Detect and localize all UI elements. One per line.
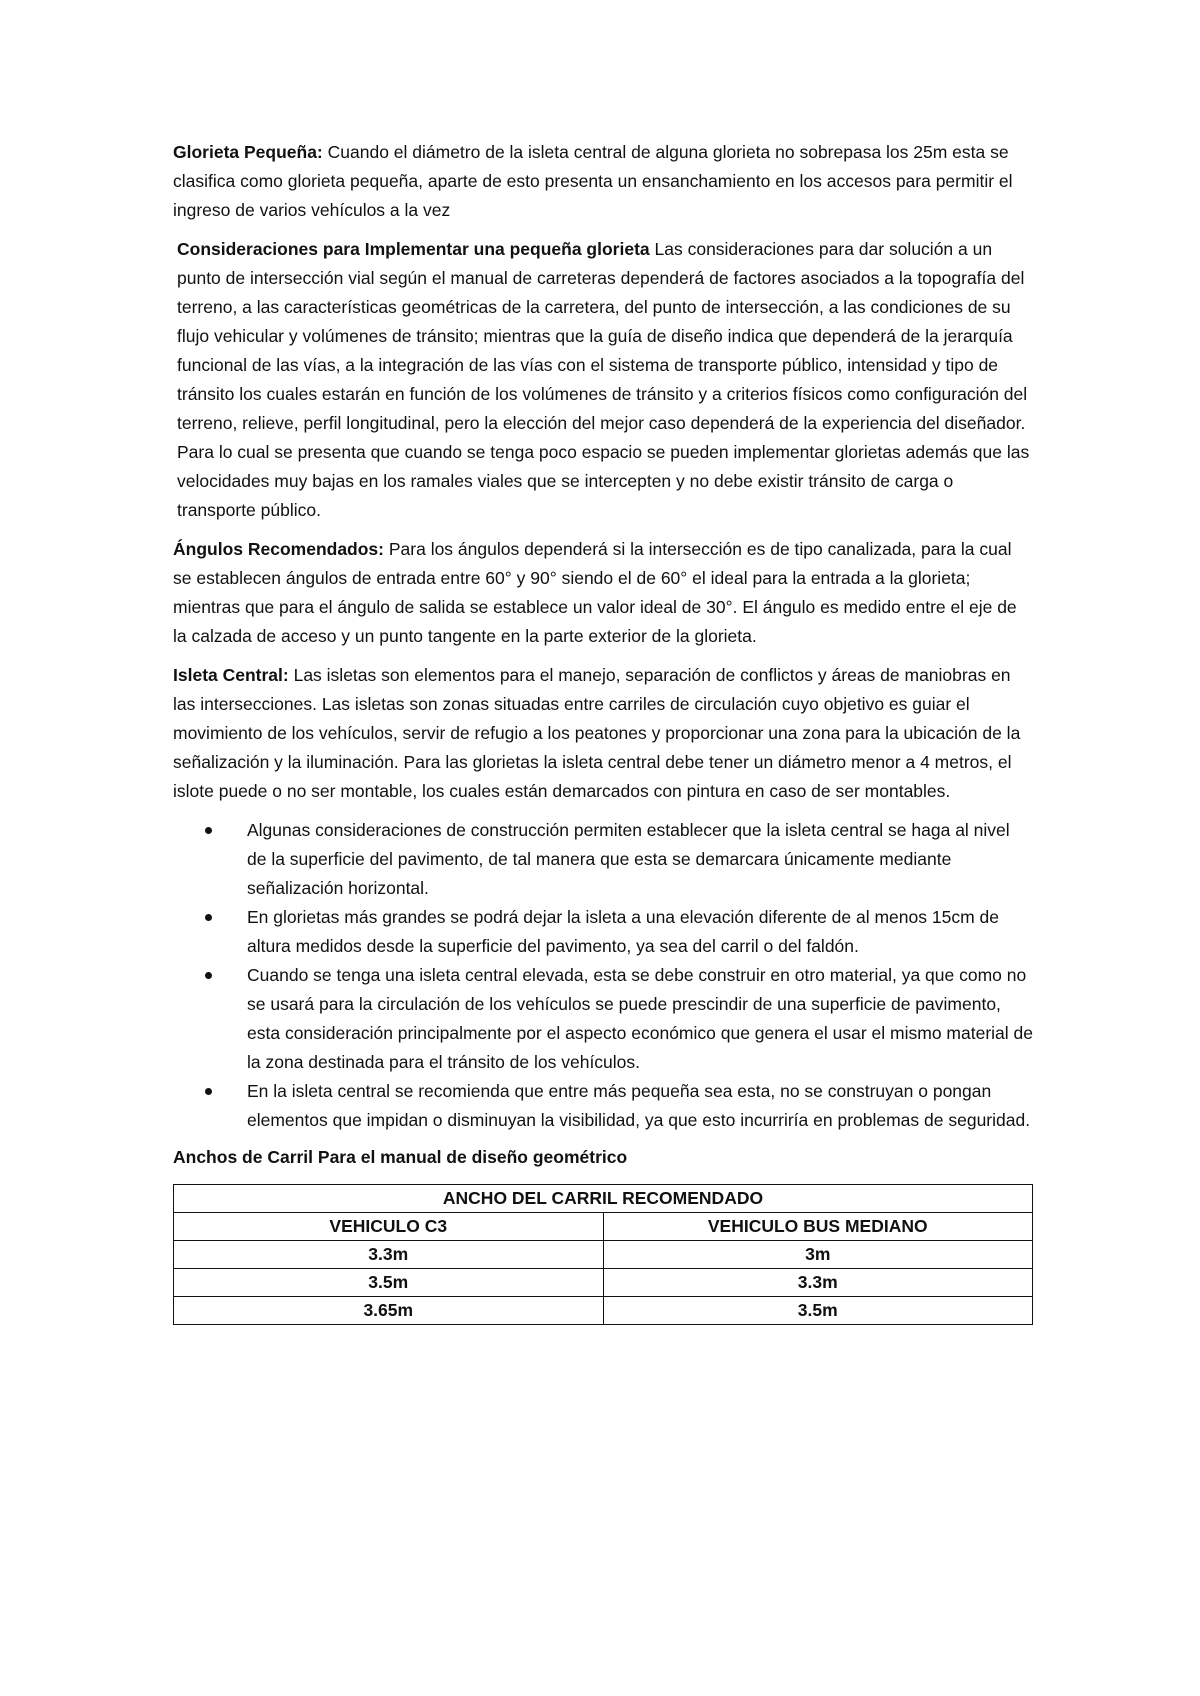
paragraph-heading: Glorieta Pequeña: [173,142,323,162]
table-section-heading: Anchos de Carril Para el manual de diseño geométrico [173,1147,628,1167]
paragraph-text: Las consideraciones para dar solución a un punto de intersección vial según el manual de carreteras dependerá de factores asociados a la topografía del terreno, a las características geométricas de la carretera, del punto de intersección, a las condiciones de su flujo vehicular y volúmenes de tránsito; mientras que la guía de diseño indica que dependerá de la jerarquía funcional de las vías, a la integración de las vías con el sistema de transporte público, intensidad y tipo de tránsito los cuales estarán en función de los volúmenes de tránsito y a criterios físicos como configuración del terreno, relieve, perfil longitudinal, pero la elección del mejor caso dependerá de la experiencia del diseñador. Para lo cual se presenta que cuando se tenga poco espacio se pueden implementar glorietas además que las velocidades muy bajas en los ramales viales que se intercepten y no debe existir tránsito de carga o transporte público. [177,239,1030,520]
paragraph-heading: Consideraciones para Implementar una pequeña glorieta [177,239,650,259]
table-header-row [174,1213,1033,1241]
bullet-icon [205,827,212,834]
paragraph-text: Cuando el diámetro de la isleta central de alguna glorieta no sobrepasa los 25m esta se clasifica como glorieta pequeña, aparte de esto presenta un ensanchamiento en los accesos para permitir el ingreso de varios vehículos a la vez [173,142,1013,220]
list-item-text: En glorietas más grandes se podrá dejar la isleta a una elevación diferente de al menos 15cm de altura medidos desde la superficie del pavimento, ya sea del carril o del faldón. [247,907,999,956]
list-item-text: Algunas consideraciones de construcción permiten establecer que la isleta central se haga al nivel de la superficie del pavimento, de tal manera que esta se demarcara únicamente mediante señalización horizontal. [247,820,1010,898]
column-header-bus: VEHICULO BUS MEDIANO [603,1213,1033,1241]
isleta-bullet-list [173,816,1033,1135]
table-cell: 3.3m [603,1269,1033,1297]
list-item-text: Cuando se tenga una isleta central elevada, esta se debe construir en otro material, ya que como no se usará para la circulación de los vehículos se puede prescindir de una superficie de pavimento, esta consideración principalmente por el aspecto económico que genera el usar el mismo material de la zona destinada para el tránsito de los vehículos. [247,965,1033,1072]
paragraph-heading: Ángulos Recomendados: [173,539,384,559]
paragraph-text: Para los ángulos dependerá si la intersección es de tipo canalizada, para la cual se establecen ángulos de entrada entre 60° y 90° siendo el de 60° el ideal para la entrada a la glorieta; mientras que para el ángulo de salida se establece un valor ideal de 30°. El ángulo es medido entre el eje de la calzada de acceso y un punto tangente en la parte exterior de la glorieta. [173,539,1017,646]
paragraph-glorieta-pequena [173,138,1033,225]
table-title-row [174,1185,1033,1213]
bullet-icon [205,1088,212,1095]
paragraph-isleta-central [173,661,1033,806]
paragraph-text: Las isletas son elementos para el manejo, separación de conflictos y áreas de maniobras en las intersecciones. Las isletas son zonas situadas entre carriles de circulación cuyo objetivo es guiar el movimiento de los vehículos, servir de refugio a los peatones y proporcionar una zona para la ubicación de la señalización y la iluminación. Para las glorietas la isleta central debe tener un diámetro menor a 4 metros, el islote puede o no ser montable, los cuales están demarcados con pintura en caso de ser montables. [173,665,1021,801]
bullet-icon [205,914,212,921]
table-cell: 3.3m [174,1241,604,1269]
list-item [247,816,1033,903]
table-row [174,1241,1033,1269]
table-cell: 3.5m [603,1297,1033,1325]
column-header-c3: VEHICULO C3 [174,1213,604,1241]
table-title: ANCHO DEL CARRIL RECOMENDADO [174,1185,1033,1213]
table-cell: 3.65m [174,1297,604,1325]
table-row [174,1269,1033,1297]
list-item-text: En la isleta central se recomienda que entre más pequeña sea esta, no se construyan o pongan elementos que impidan o disminuyan la visibilidad, ya que esto incurriría en problemas de seguridad. [247,1081,1031,1130]
paragraph-heading: Isleta Central: [173,665,289,685]
table-cell: 3m [603,1241,1033,1269]
paragraph-angulos [173,535,1033,651]
list-item [247,1077,1033,1135]
paragraph-consideraciones [173,235,1033,525]
lane-width-table [173,1184,1033,1325]
table-cell: 3.5m [174,1269,604,1297]
table-row [174,1297,1033,1325]
bullet-icon [205,972,212,979]
list-item [247,961,1033,1077]
document-page [173,138,1033,1325]
list-item [247,903,1033,961]
